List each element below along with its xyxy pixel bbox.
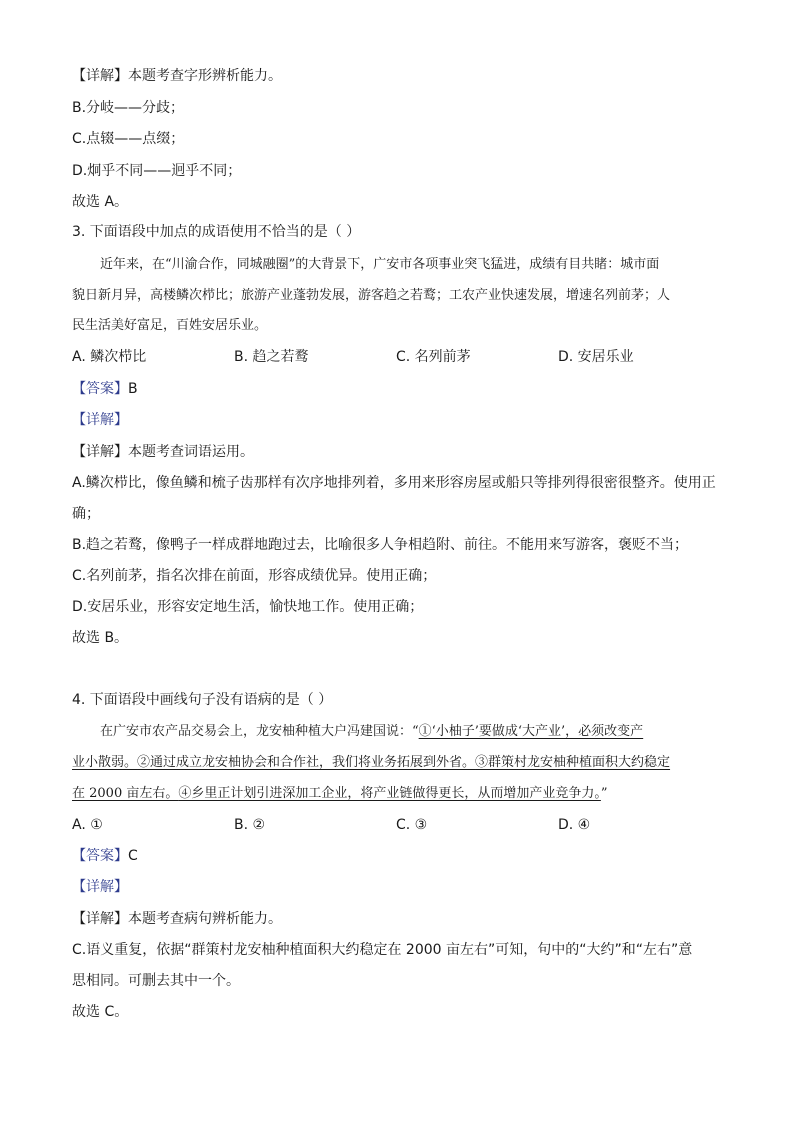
- q4-choice: 故选 C。: [72, 1004, 129, 1020]
- q3-answer-value: B: [128, 381, 138, 397]
- q3-option-a-explanation: A.鳞次栉比，像鱼鳞和梳子齿那样有次序地排列着，多用来形容房屋或船只等排列得很密很整齐。使用正: [72, 475, 716, 491]
- q3-option-b-explanation: B.趋之若鹜，像鸭子一样成群地跑过去，比喻很多人争相趋附、前往。不能用来写游客，褒贬不当；: [72, 537, 689, 553]
- q4-sentence-3: ③群策村龙安柚种植面积大约稳定: [475, 755, 671, 770]
- q3-option-a-explanation-cont: 确；: [72, 506, 100, 522]
- q4-passage-line: [100, 722, 643, 742]
- q4-passage-line: [72, 753, 670, 773]
- q4-answer-line: [72, 846, 138, 866]
- q4-sentence-3-cont: 在 2000 亩左右。: [72, 786, 179, 801]
- q4-sentence-1: ①‘小柚子’要做成‘大产业’，必须改变产: [418, 724, 644, 739]
- q3-option-b: B. 趋之若鹜: [234, 349, 309, 365]
- q4-sentence-4: ④乡里正计划引进深加工企业，将产业链做得更长，从而增加产业竞争力。: [178, 786, 601, 801]
- q3-passage-line: 貌日新月异，高楼鳞次栉比；旅游产业蓬勃发展，游客趋之若鹜；工农产业快速发展，增速名列前茅；人: [72, 288, 671, 303]
- q3-passage-line: 近年来，在“川渝合作，同城融圈”的大背景下，广安市各项事业突飞猛进，成绩有目共睹：城市面: [100, 257, 660, 272]
- q4-option-d: D. ④: [558, 817, 591, 833]
- q2-option-b-explanation: B.分岐——分歧；: [72, 100, 185, 116]
- q3-detail-line: 【详解】本题考查词语运用。: [72, 444, 254, 460]
- q4-detail-line: 【详解】本题考查病句辨析能力。: [72, 911, 282, 927]
- q3-answer-line: [72, 379, 138, 399]
- q4-options: [72, 815, 692, 835]
- q4-passage-intro: 在广安市农产品交易会上，龙安柚种植大户冯建国说：“: [100, 724, 419, 739]
- q3-option-c: C. 名列前茅: [396, 349, 471, 365]
- q2-choice: 故选 A。: [72, 194, 129, 210]
- q3-option-a: A. 鳞次栉比: [72, 349, 147, 365]
- q4-sentence-2: ②通过成立龙安柚协会和合作社，我们将业务拓展到外省。: [137, 755, 476, 770]
- q4-option-b: B. ②: [234, 817, 266, 833]
- answer-tag: 【答案】: [72, 381, 128, 397]
- q4-sentence-1-cont: 业小散弱。: [72, 755, 138, 770]
- q4-passage-line: [72, 784, 608, 804]
- q2-option-c-explanation: C.点辍——点缀；: [72, 131, 185, 147]
- q4-option-c: C. ③: [396, 817, 428, 833]
- q4-option-a: A. ①: [72, 817, 103, 833]
- q3-option-d-explanation: D.安居乐业，形容安定地生活，愉快地工作。使用正确；: [72, 599, 424, 615]
- q3-option-c-explanation: C.名列前茅，指名次排在前面，形容成绩优异。使用正确；: [72, 568, 437, 584]
- q3-passage-line: 民生活美好富足，百姓安居乐业。: [72, 318, 268, 333]
- q3-stem: 3. 下面语段中加点的成语使用不恰当的是（ ）: [72, 224, 361, 240]
- answer-tag: 【答案】: [72, 848, 128, 864]
- q4-detail-tag: 【详解】: [72, 879, 128, 895]
- q2-detail-line: 【详解】本题考查字形辨析能力。: [72, 68, 282, 84]
- q3-option-d: D. 安居乐业: [558, 349, 634, 365]
- q3-choice: 故选 B。: [72, 630, 129, 646]
- q3-options: [72, 347, 692, 367]
- q4-passage-end: ”: [600, 786, 608, 801]
- q4-option-c-explanation: C.语义重复，依据“群策村龙安柚种植面积大约稳定在 2000 亩左右”可知，句中的“大约”和“左右”意: [72, 942, 693, 958]
- q4-option-c-explanation-cont: 思相同。可删去其中一个。: [72, 973, 240, 989]
- q3-detail-tag: 【详解】: [72, 412, 128, 428]
- q4-answer-value: C: [128, 848, 138, 864]
- q4-stem: 4. 下面语段中画线句子没有语病的是（ ）: [72, 692, 333, 708]
- q2-option-d-explanation: D.炯乎不同——迥乎不同；: [72, 163, 242, 179]
